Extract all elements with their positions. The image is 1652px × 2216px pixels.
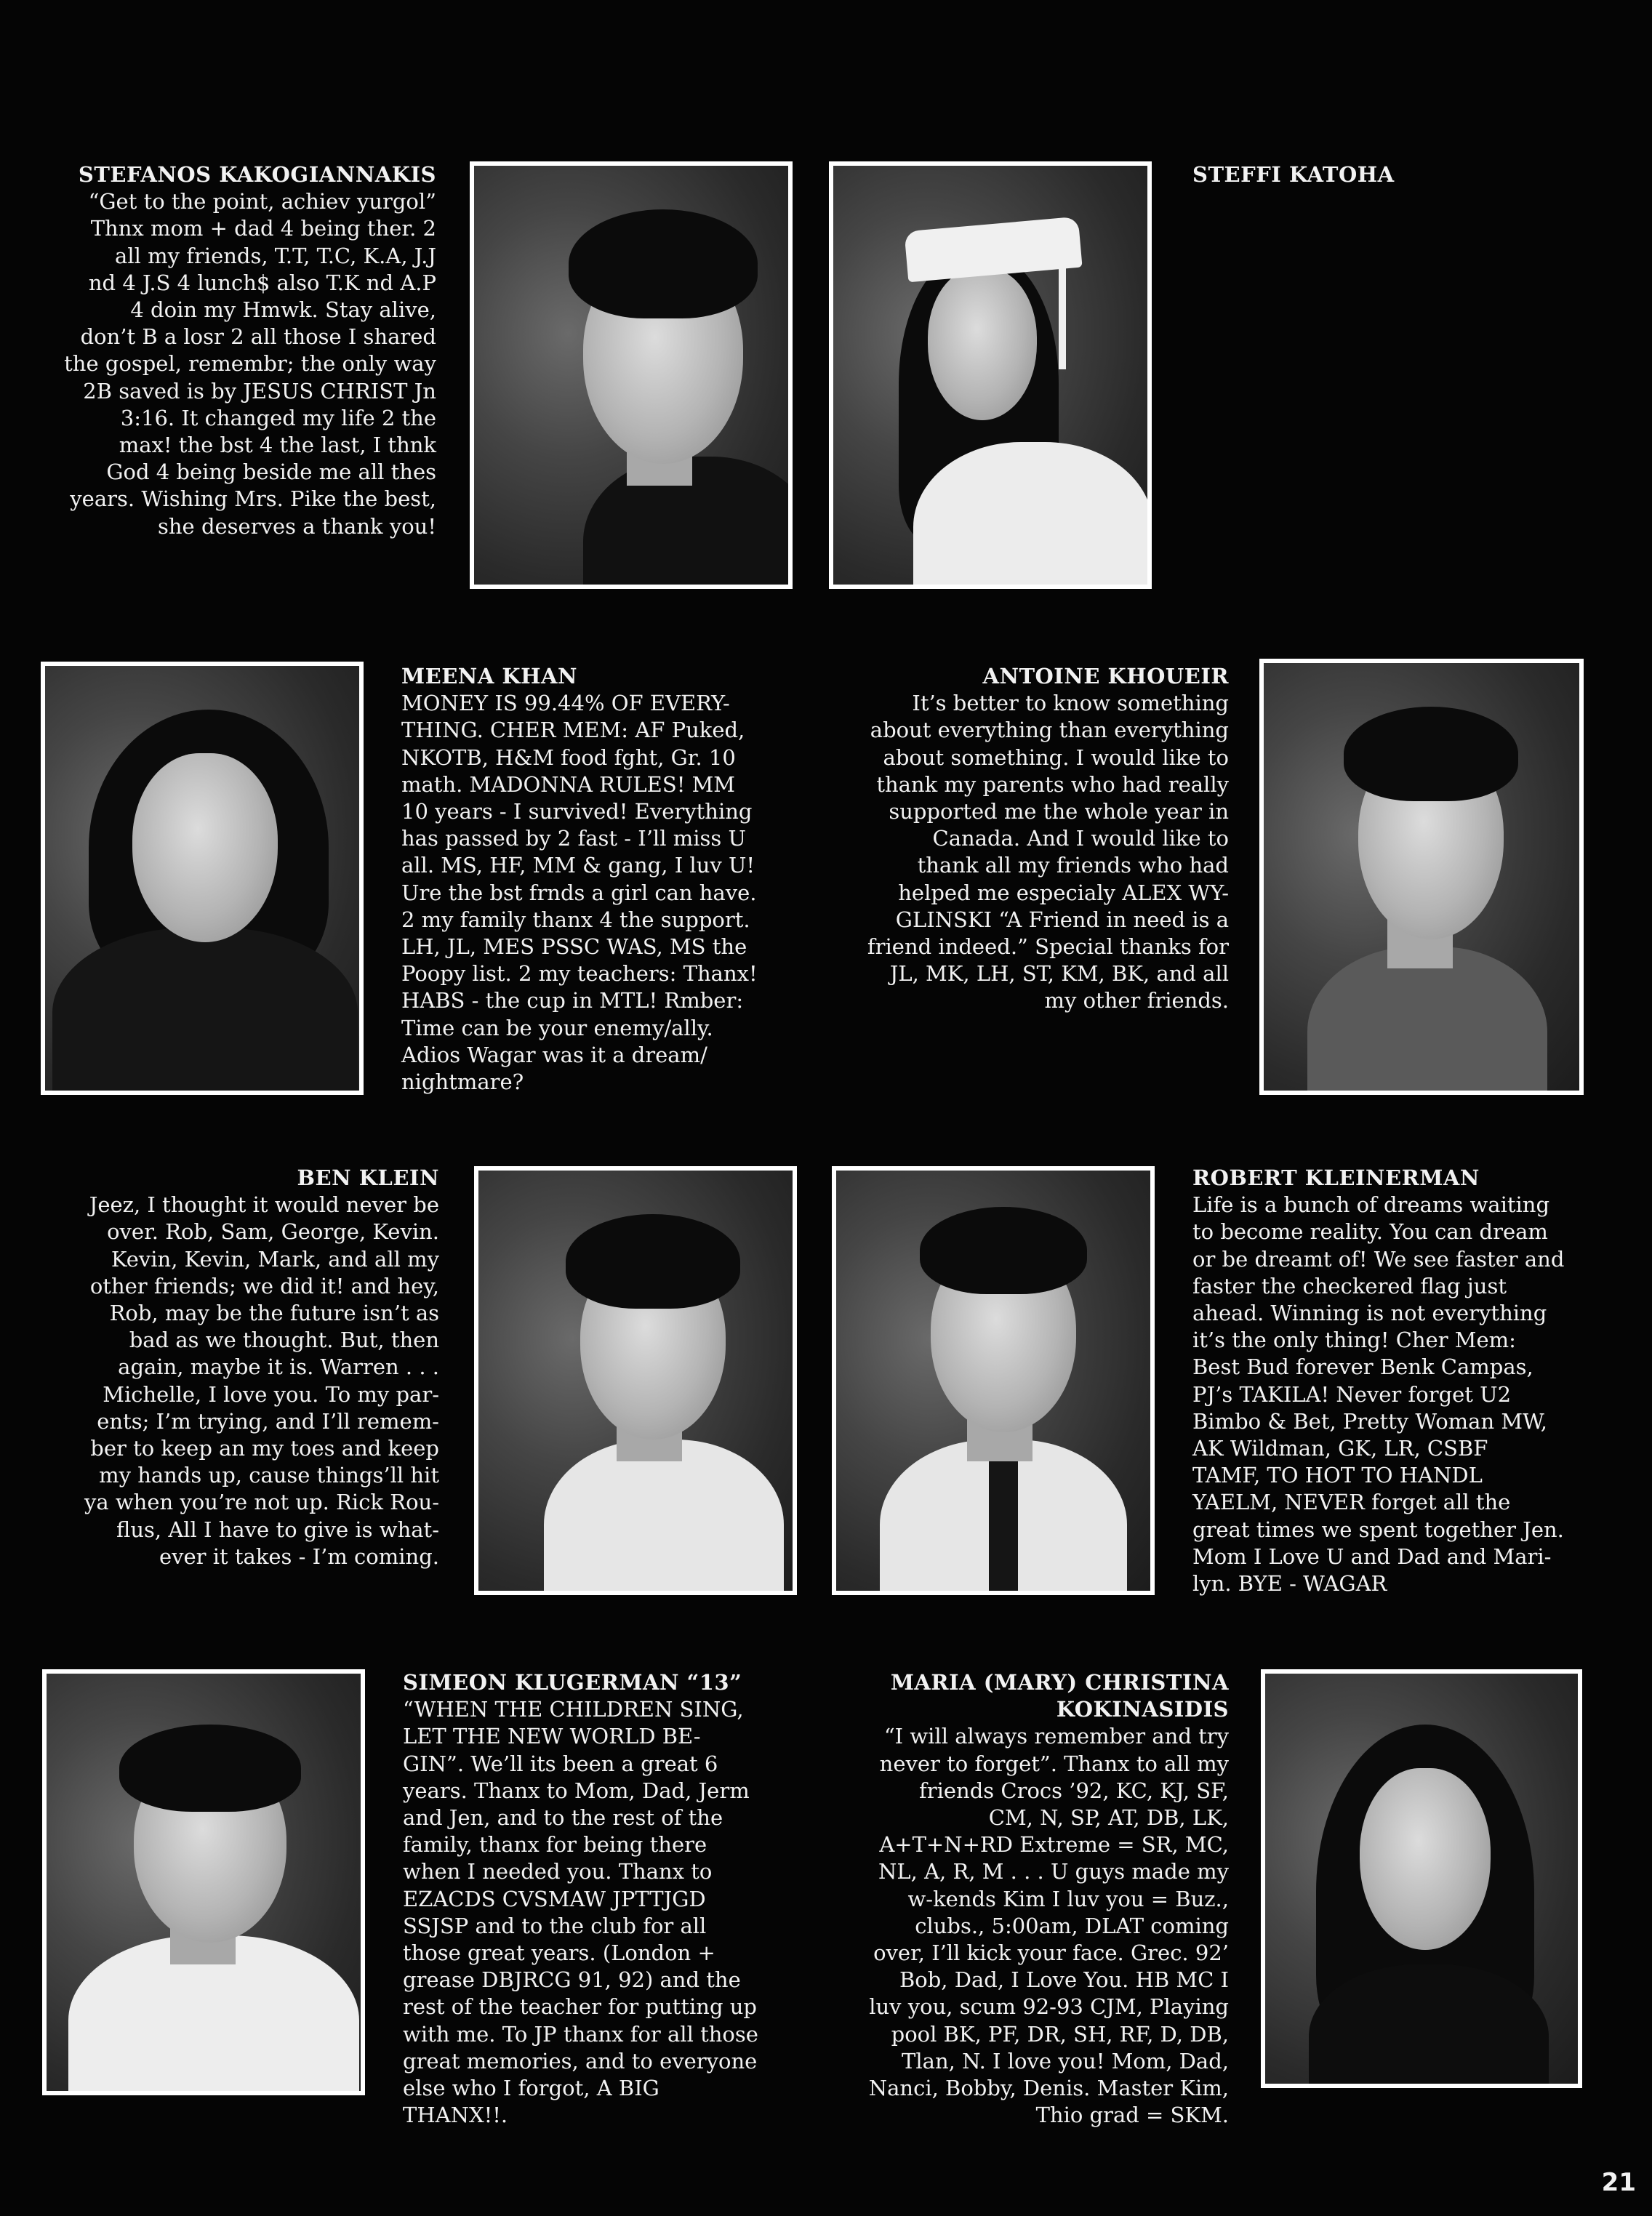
entry-name: BEN KLEIN [297, 1165, 439, 1190]
entry-name: STEFANOS KAKOGIANNAKIS [78, 162, 436, 187]
entry-name: MARIA (MARY) CHRISTINA KOKINASIDIS [890, 1670, 1229, 1722]
entry-antoine-khoueir [822, 663, 1229, 1015]
portrait-photo-ben [474, 1166, 797, 1595]
entry-text: “WHEN THE CHILDREN SING, LET THE NEW WORLD BE- GIN”. We’ll its been a great 6 years. Thanx to Mom, Dad, Jerm and Jen, and to the rest of the family, thanx for being there when I needed you. Thanx to EZACDS CVSMAW JPTTJGD SSJSP and to the club for all those great years. (London + grease DBJRCG 91, 92) and the rest of the teacher for putting up with me. To JP thanx for all those great memories, and to everyone else who I forgot, A BIG THANX!!. [403, 1697, 758, 2128]
entry-ben-klein [22, 1165, 439, 1570]
entry-text: “I will always remember and try never to forget”. Thanx to all my friends Crocs ’92, KC, KJ, SF, CM, N, SP, AT, DB, LK, A+T+N+RD Extreme = SR, MC, NL, A, R, M . . . U guys made my w-kends Kim I luv you = Buz., clubs., 5:00am, DLAT coming over, I’ll kick your face. Grec. 92’ Bob, Dad, I Love You. HB MC I luv you, scum 92-93 CJM, Playing pool BK, PF, DR, SH, RF, D, DB, Tlan, N. I love you! Mom, Dad, Nanci, Bobby, Denis. Master Kim, Thio grad = SKM. [868, 1724, 1229, 2128]
entry-meena-khan [401, 663, 809, 1096]
entry-text: It’s better to know something about everything than everything about something. I would like to thank my parents who had really supported me the whole year in Canada. And I would like to thank all my friends who had helped me especialy ALEX WY- GLINSKI “A Friend in need is a friend indeed.” Special thanks for JL, MK, LH, ST, KM, BK, and all my other friends. [867, 691, 1229, 1013]
portrait-photo-maria [1261, 1669, 1582, 2088]
entry-text: Jeez, I thought it would never be over. Rob, Sam, George, Kevin. Kevin, Kevin, Mark, and all my other friends; we did it! and hey, Rob, may be the future isn’t as bad as we thought. But, then again, maybe it is. Warren . . . Michelle, I love you. To my par- ents; I’m trying, and I’ll remem- ber to keep an my toes and keep my hands up, cause things’ll hit ya when you’re not up. Rick Rou- flus, All I have to give is what- ever it takes - I’m coming. [84, 1192, 439, 1569]
entry-name: ANTOINE KHOUEIR [982, 664, 1229, 689]
entry-stefanos-kakogiannakis [22, 161, 436, 540]
entry-steffi-katoha [1192, 161, 1600, 188]
portrait-photo-stefanos [470, 161, 793, 589]
entry-name: MEENA KHAN [401, 664, 578, 689]
entry-text: “Get to the point, achiev yurgol” Thnx mom + dad 4 being ther. 2 all my friends, T.T, T.C, K.A, J.J nd 4 J.S 4 lunch$ also T.K nd A.P 4 doin my Hmwk. Stay alive, don’t B a losr 2 all those I shared the gospel, remembr; the only way 2B saved is by JESUS CHRIST Jn 3:16. It changed my life 2 the max! the bst 4 the last, I thnk God 4 being beside me all thes years. Wishing Mrs. Pike the best, she deserves a thank you! [64, 189, 436, 539]
entry-maria-kokinasidis [822, 1669, 1229, 2129]
portrait-photo-antoine [1259, 659, 1584, 1095]
portrait-photo-meena [41, 662, 364, 1095]
entry-name: SIMEON KLUGERMAN “13” [403, 1670, 742, 1695]
entry-name: ROBERT KLEINERMAN [1192, 1165, 1480, 1190]
page-number: 21 [1601, 2168, 1636, 2197]
entry-text: Life is a bunch of dreams waiting to become reality. You can dream or be dreamt of! We see faster and faster the checkered flag just ahead. Winning is not everything it’s the only thing! Cher Mem: Best Bud forever Benk Campas, PJ’s TAKILA! Never forget U2 Bimbo & Bet, Pretty Woman MW, AK Wildman, GK, LR, CSBF TAMF, TO HOT TO HANDL YAELM, NEVER forget all the great times we spent together Jen. Mom I Love U and Dad and Mari- lyn. BYE - WAGAR [1192, 1192, 1565, 1597]
portrait-photo-steffi [829, 161, 1152, 589]
portrait-photo-robert [832, 1166, 1155, 1595]
entry-text: MONEY IS 99.44% OF EVERY- THING. CHER MEM: AF Puked, NKOTB, H&M food fght, Gr. 10 math. MADONNA RULES! MM 10 years - I survived! Everything has passed by 2 fast - I’ll miss U all. MS, HF, MM & gang, I luv U! Ure the bst frnds a girl can have. 2 my family thanx 4 the support. LH, JL, MES PSSC WAS, MS the Poopy list. 2 my teachers: Thanx! HABS - the cup in MTL! Rmber: Time can be your enemy/ally. Adios Wagar was it a dream/ nightmare? [401, 691, 758, 1095]
entry-name: STEFFI KATOHA [1192, 162, 1395, 187]
portrait-photo-simeon [42, 1669, 365, 2095]
entry-robert-kleinerman [1192, 1165, 1600, 1597]
entry-simeon-klugerman [403, 1669, 810, 2129]
